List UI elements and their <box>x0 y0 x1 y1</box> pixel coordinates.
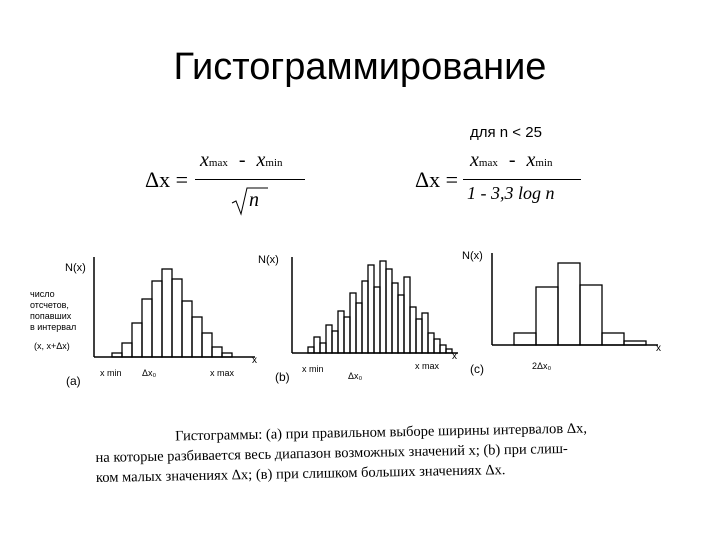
histogram-bar <box>362 281 368 353</box>
histogram-bar <box>380 261 386 353</box>
tick-label-xmax: x max <box>210 368 235 378</box>
tick-label-dx: Δx₀ <box>348 371 363 381</box>
caption-line: ком малых значениях Δx; (в) при слишком больших значениях Δx. <box>95 462 506 486</box>
fraction-bar <box>195 179 305 180</box>
denominator: n <box>249 189 259 211</box>
histogram-bar <box>428 333 434 353</box>
bars-b <box>308 261 452 353</box>
numerator: xmax - xmin <box>470 149 553 171</box>
histogram-bar <box>172 279 182 357</box>
side-text-line: в интервал <box>30 322 77 332</box>
histogram-bar <box>350 293 356 353</box>
histogram-bar <box>132 323 142 357</box>
x-axis-label: x <box>656 343 661 354</box>
histogram-bar <box>404 277 410 353</box>
panel-label-b: (b) <box>275 370 290 384</box>
histogram-bar <box>624 341 646 345</box>
histogram-bar <box>392 283 398 353</box>
tick-label-xmin: x min <box>100 368 122 378</box>
side-text-line: (x, x+Δx) <box>34 341 70 351</box>
x-axis-label: x <box>452 351 457 362</box>
histogram-bar <box>338 311 344 353</box>
figure-caption <box>95 416 696 488</box>
y-axis-label: N(x) <box>258 254 279 266</box>
bars-a <box>112 269 232 357</box>
side-text-line: попавших <box>30 311 72 321</box>
tick-label-dx: Δx₀ <box>142 368 157 378</box>
histogram-bar <box>122 343 132 357</box>
histogram-bar <box>386 269 392 353</box>
panel-label-a: (a) <box>66 374 81 388</box>
histogram-bar <box>440 345 446 353</box>
histogram-bar <box>356 303 362 353</box>
denominator: 1 - 3,3 log n <box>467 183 555 203</box>
histogram-bar <box>514 333 536 345</box>
y-axis-label: N(x) <box>65 262 86 274</box>
panel-c <box>462 250 661 376</box>
histogram-bar <box>434 339 440 353</box>
histogram-bar <box>314 337 320 353</box>
caption-line: на которые разбивается весь диапазон возможных значений x; (b) при слиш- <box>95 440 568 466</box>
histogram-bar <box>332 331 338 353</box>
histogram-bar <box>308 347 314 353</box>
histogram-bar <box>192 317 202 357</box>
tick-label-xmin: x min <box>302 364 324 374</box>
formula-sqrt <box>145 145 325 225</box>
tick-label-xmax: x max <box>415 361 440 371</box>
formula-sturges <box>415 145 595 205</box>
histogram-bar <box>416 319 422 353</box>
histogram-bar <box>162 269 172 357</box>
panel-b <box>258 254 458 384</box>
condition-note: для n < 25 <box>470 124 542 141</box>
histogram-bar <box>536 287 558 345</box>
panel-a <box>30 257 257 388</box>
histogram-bar <box>326 325 332 353</box>
bars-c <box>514 263 646 345</box>
histogram-bar <box>142 299 152 357</box>
histogram-bar <box>202 333 212 357</box>
slide-title: Гистограммирование <box>173 46 547 88</box>
y-axis-label: N(x) <box>462 250 483 262</box>
numerator: xmax - xmin <box>200 149 283 171</box>
histogram-bar <box>580 285 602 345</box>
histogram-bar <box>410 307 416 353</box>
histogram-bar <box>112 353 122 357</box>
histogram-bar <box>422 313 428 353</box>
caption-line: Гистограммы: (а) при правильном выборе ширины интервалов Δx, <box>175 420 588 445</box>
panel-label-c: (c) <box>470 362 484 376</box>
formula-lhs: Δx = <box>415 167 459 192</box>
histogram-bar <box>182 301 192 357</box>
histogram-bar <box>558 263 580 345</box>
x-axis-label: x <box>252 355 257 366</box>
histogram-bar <box>222 353 232 357</box>
histogram-bar <box>212 347 222 357</box>
histogram-bar <box>152 281 162 357</box>
side-text-line: число <box>30 289 55 299</box>
histogram-bar <box>398 295 404 353</box>
side-text-line: отсчетов, <box>30 300 69 310</box>
histogram-bar <box>368 265 374 353</box>
histogram-bar <box>602 333 624 345</box>
histogram-bar <box>344 317 350 353</box>
tick-label-2dx: 2Δx₀ <box>532 361 552 371</box>
formula-lhs: Δx = <box>145 167 189 192</box>
histogram-figure <box>30 245 710 405</box>
fraction-bar <box>463 179 581 180</box>
histogram-bar <box>320 343 326 353</box>
histogram-bar <box>374 287 380 353</box>
